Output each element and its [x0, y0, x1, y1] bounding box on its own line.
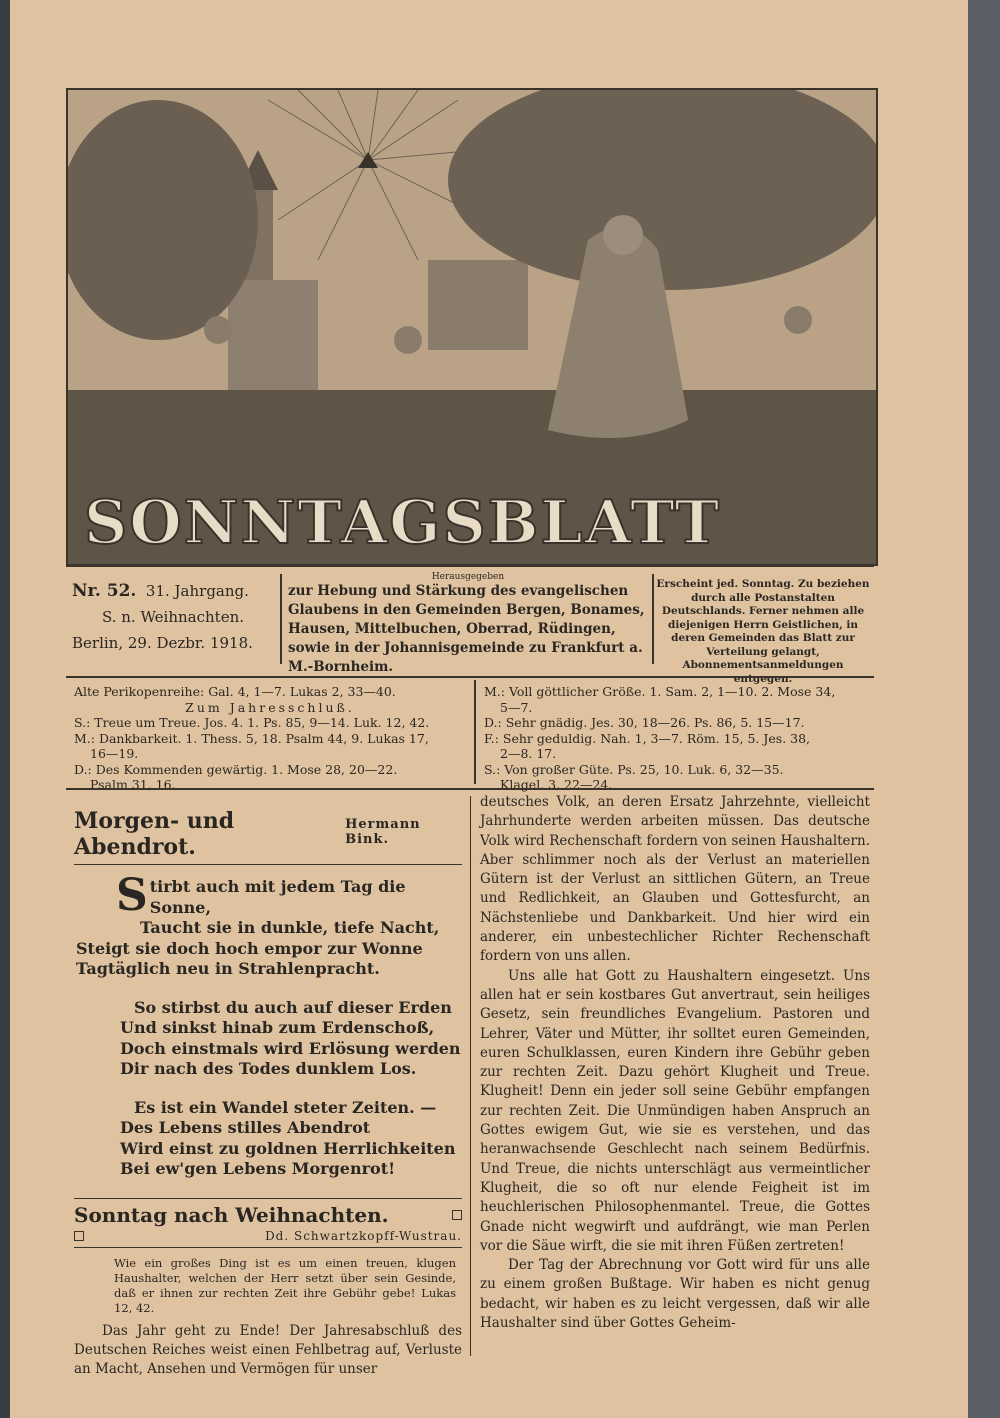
paragraph: deutsches Volk, an deren Ersatz Jahrzehnte, vielleicht Jahrhunderte werden arbeiten müssen. Das deutsche Volk wird Rechenschaft fordern von seinen Haushaltern. Aber schlimmer noch als der Verlust an materiellen Gütern ist der Verlust an sittlichen Gütern, an Treue und Redlichkeit, an Glauben und Gottesfurcht, an Nächstenliebe und Dankbarkeit. Und hier wird ein anderer, ein unbestechlicher Richter Rechenschaft fordern von uns allen. [480, 794, 870, 965]
pericope-line: Klagel. 3, 22—24. [500, 777, 613, 792]
pericope-line: S.: Treue um Treue. Jos. 4. 1. Ps. 85, 9—14. Luk. 12, 42. [74, 715, 430, 730]
right-column [480, 793, 870, 1333]
column-divider [470, 796, 471, 1356]
stanza [120, 998, 462, 1080]
pericope-line: Psalm 31, 16. [90, 777, 176, 792]
issue-number: Nr. 52. [72, 581, 137, 601]
poem-line: So stirbst du auch auf dieser Erden [134, 997, 452, 1017]
ornament-square-icon [452, 1210, 462, 1220]
drop-cap: S [116, 870, 148, 921]
poem-line: Doch einstmals wird Erlösung werden [120, 1038, 461, 1058]
pericope-line: D.: Sehr gnädig. Jes. 30, 18—26. Ps. 86, 5. 15—17. [484, 715, 805, 730]
binding-spine [968, 0, 1000, 1418]
left-column [74, 808, 462, 1379]
divider [66, 676, 874, 678]
masthead-title: SONNTAGSBLATT [84, 488, 722, 558]
poem-line: Wird einst zu goldnen Herrlichkeiten [120, 1138, 456, 1158]
pericope-line: D.: Des Kommenden gewärtig. 1. Mose 28, 20—22. [74, 761, 398, 777]
poem-header [74, 808, 462, 865]
pericope-line: S.: Von großer Güte. Ps. 25, 10. Luk. 6, 32—35. [484, 761, 784, 777]
masthead-illustration [66, 88, 878, 566]
issue-block [72, 578, 272, 656]
poem-line: tirbt auch mit jedem Tag die Sonne, [149, 877, 406, 917]
pericope-line: F.: Sehr geduldig. Nah. 1, 3—7. Röm. 15, 5. Jes. 38, [484, 730, 811, 746]
scripture-quote: Wie ein großes Ding ist es um einen treuen, klugen Haushalter, welchen der Herr setzt über sein Gesinde, daß er ihnen zur rechten Zeit ihre Gebühr gebe! Lukas 12, 42. [114, 1255, 456, 1315]
sermon-title: Sonntag nach Weihnachten. [74, 1202, 389, 1227]
stanza [120, 1098, 462, 1180]
sunday-name: S. n. Weihnachten. [102, 608, 245, 626]
pericope-heading: Zum Jahresschluß. [185, 699, 355, 715]
poem-body [76, 870, 462, 1180]
pericope-line: Alte Perikopenreihe: Gal. 4, 1—7. Lukas 2, 33—40. [74, 684, 396, 699]
poem-author: Hermann Bink. [345, 817, 421, 847]
poem-title: Morgen- und Abendrot. [74, 808, 235, 860]
poem-line: Dir nach des Todes dunklem Los. [120, 1059, 417, 1078]
pericopes-left [74, 684, 466, 793]
divider [652, 574, 654, 664]
divider [280, 574, 282, 664]
pericope-line: M.: Dankbarkeit. 1. Thess. 5, 18. Psalm 44, 9. Lukas 17, [74, 730, 429, 746]
sermon-header [74, 1198, 462, 1227]
publisher-label: Herausgegeben [431, 572, 505, 582]
sermon-author: Dd. Schwartzkopff-Wustrau. [265, 1228, 462, 1243]
pericope-line: 5—7. [500, 699, 533, 715]
divider [474, 680, 476, 784]
poem-line: Tagtäglich neu in Strahlenpracht. [76, 959, 380, 978]
poem-line: Steigt sie doch hoch empor zur Wonne [76, 938, 423, 958]
pericope-line: 16—19. [90, 746, 139, 761]
poem-line: Es ist ein Wandel steter Zeiten. — [134, 1097, 437, 1117]
pericope-line: 2—8. 17. [500, 746, 557, 761]
paragraph: Der Tag der Abrechnung vor Gott wird für uns alle zu einem großen Bußtage. Wir haben es nicht genug bedacht, wir haben es zu leicht vergessen, daß wir alle Haushalter sind über Gottes Geheim- [480, 1257, 870, 1332]
divider [66, 788, 874, 790]
publisher-block [288, 572, 648, 677]
pericopes-right [484, 684, 872, 793]
poem-line: Taucht sie in dunkle, tiefe Nacht, [140, 918, 440, 937]
ornament-square-icon [74, 1231, 84, 1241]
divider [66, 565, 874, 567]
sermon-body-start [74, 1322, 462, 1380]
pericope-line: M.: Voll göttlicher Größe. 1. Sam. 2, 1—10. 2. Mose 34, [484, 684, 836, 699]
poem-line: Bei ew'gen Lebens Morgenrot! [120, 1159, 396, 1178]
poem-line: Und sinkst hinab zum Erdenschoß, [120, 1018, 435, 1037]
publisher-text: zur Hebung und Stärkung des evangelischen Glaubens in den Gemeinden Bergen, Bonames, Hausen, Mittelbuchen, Oberrad, Rüdingen, sowie in der Johannisgemeinde zu Frankfurt a. M.-Bornheim. [288, 583, 645, 675]
paragraph: Uns alle hat Gott zu Haushaltern eingesetzt. Uns allen hat er sein kostbares Gut anvertraut, sein heiliges Gesetz, sein freundliches Evangelium. Pastoren und Lehrer, Väter und Mütter, ihr solltet euren Gemeinden, euren Schulklassen, euren Kindern ihre Gebühr geben zur rechten Zeit. Dazu gehört Klugheit und Treue. Klugheit! Denn ein jeder soll seine Gebühr empfangen zur rechten Zeit. Die Unmündigen haben Anspruch an Gottes ewigem Gut, wie sie es verstehen, und das heranwachsende Geschlecht nach seinem Bedürfnis. Und Treue, die nichts unterschlägt aus vermeintlicher Klugheit, die so oft nur elende Feigheit ist im heuchlerischen Philosophenmantel. Treue, die Gottes Gnade nicht wegwirft und aufdrängt, wie man Perlen vor die Säue wirft, die sie mit ihren Füßen zertreten! [480, 967, 870, 1254]
subscription-info: Erscheint jed. Sonntag. Zu beziehen durch alle Postanstalten Deutschlands. Ferner nehmen alle diejenigen Herrn Geistlichen, in deren Gemeinden das Blatt zur Verteilung gelangt, Abonnementsanmeldungen entgegen. [656, 578, 870, 685]
paragraph: Das Jahr geht zu Ende! Der Jahresabschluß des Deutschen Reiches weist einen Fehlbetrag auf, Verluste an Macht, Ansehen und Vermögen für unser [74, 1322, 462, 1378]
poem-line: Des Lebens stilles Abendrot [120, 1118, 371, 1137]
volume: 31. Jahrgang. [145, 582, 249, 600]
issue-date: Berlin, 29. Dezbr. 1918. [72, 634, 253, 652]
issue-info-row [66, 570, 874, 685]
sermon-byline [74, 1229, 462, 1248]
stanza [76, 870, 462, 980]
